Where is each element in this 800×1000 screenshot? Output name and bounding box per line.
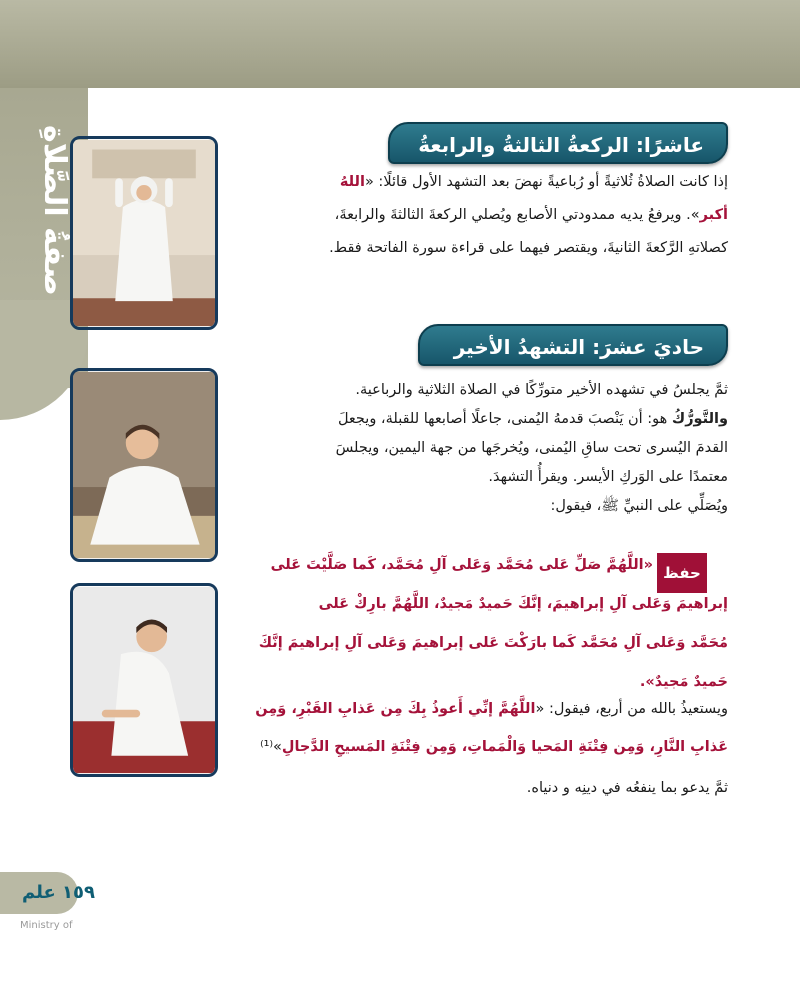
s10-line-3: كصلاتهِ الرَّكعةَ الثانيةَ، ويقتصر فيهما على قراءة سورة الفاتحة فقط.	[329, 240, 728, 256]
s10-line-2-red: أكبر	[699, 207, 728, 223]
s10-line-1-red: اللهُ	[339, 174, 365, 190]
photo-sitting-tawarruk	[70, 368, 218, 562]
footnote-marker: »⁽¹⁾	[260, 739, 282, 755]
s11-line-1: ثمَّ يجلسُ في تشهده الأخير متورِّكًا في الصلاة الثلاثية والرباعية.	[355, 382, 728, 398]
s11-line-4: معتمدًا على الوَركِ الأيسر. ويقرأُ التشهدَ.	[488, 469, 728, 485]
memorize-badge: حفظ	[657, 553, 707, 593]
sitting-boy-illustration	[73, 371, 215, 559]
s10-line-1	[238, 166, 728, 199]
s11-line-5: ويُصَلِّي على النبيِّ ﷺ، فيقول:	[550, 498, 728, 514]
istiadha-red-1: اللَّهُمَّ إنِّي أَعوذُ بِكَ مِن عَذابِ القَبْرِ، وَمِن	[255, 701, 536, 717]
closing-line: ثمَّ يدعو بما ينفعُه في دينِه و دنياه.	[526, 780, 728, 796]
page-number-digits: ١٥٩	[62, 882, 96, 903]
section-10-text	[238, 166, 728, 265]
istiadha-intro: ويستعيذُ بالله من أربع، فيقول: «	[535, 701, 728, 717]
brand-logo-text: علم	[22, 882, 56, 903]
s11-line-3: القدمَ اليُسرى تحت ساقِ اليُمنى، ويُخرجَها من جهة اليمين، ويجلسَ	[335, 440, 728, 456]
top-banner	[0, 0, 800, 88]
s10-line-2	[238, 199, 728, 232]
istiadha-line-2	[238, 728, 728, 766]
photo-standing-raised-hands	[70, 136, 218, 330]
section-11-heading: حاديَ عشرَ: التشهدُ الأخير	[418, 324, 728, 366]
section-11-intro	[238, 376, 728, 521]
page-number	[22, 882, 95, 903]
standing-child-illustration	[73, 139, 215, 327]
istiadha-text	[238, 690, 728, 766]
salawat-line-1: «اللَّهُمَّ صَلِّ عَلى مُحَمَّد وَعَلى آلِ مُحَمَّد، كَما صَلَّيْتَ عَلى	[270, 557, 653, 573]
section-10-heading: عاشرًا: الركعةُ الثالثةُ والرابعةُ	[388, 122, 728, 164]
ministry-label: Ministry of	[20, 920, 73, 931]
s11-line-2b: هو: أن يَنْصبَ قدمهُ اليُمنى، جاعلًا أصابعها للقبلة، ويجعلَ	[337, 411, 668, 427]
salawat-text-cont	[238, 585, 728, 702]
s10-line-2b: ». ويرفعُ يديه ممدودتي الأصابع ويُصلي الركعةَ الثالثةَ والرابعةَ،	[334, 207, 700, 223]
istiadha-red-2: عَذابِ النَّارِ، وَمِن فِتْنَةِ المَحيا وَالْمَماتِ، وَمِن فِتْنَةِ المَسيحِ الدَّجالِ	[281, 739, 728, 755]
s11-line-2	[238, 405, 728, 434]
salawat-line-4: حَميدٌ مَجيدٌ».	[639, 674, 728, 690]
kneeling-boy-illustration	[73, 586, 215, 774]
salawat-text	[238, 546, 653, 585]
istiadha-line-1	[238, 690, 728, 728]
salawat-line-2: إبراهيمَ وَعَلى آلِ إبراهيمَ، إنَّكَ حَميدٌ مَجيدٌ، اللَّهُمَّ بارِكْ عَلى	[318, 596, 728, 612]
chapter-title: صفةُ الصَّلاةِ	[37, 124, 72, 296]
salawat-line-3: مُحَمَّد وَعَلى آلِ مُحَمَّد كَما بارَكْتَ عَلى إبراهيمَ وَعَلى آلِ إبراهيمَ إنَّكَ	[258, 635, 728, 651]
tawarruk-term: والتَّورُّكُ	[671, 411, 728, 427]
photo-sitting-side	[70, 583, 218, 777]
s10-line-1a: إذا كانت الصلاةُ ثُلاثيةً أو رُباعيةً نهضَ بعد التشهد الأول قائلًا: «	[364, 174, 728, 190]
